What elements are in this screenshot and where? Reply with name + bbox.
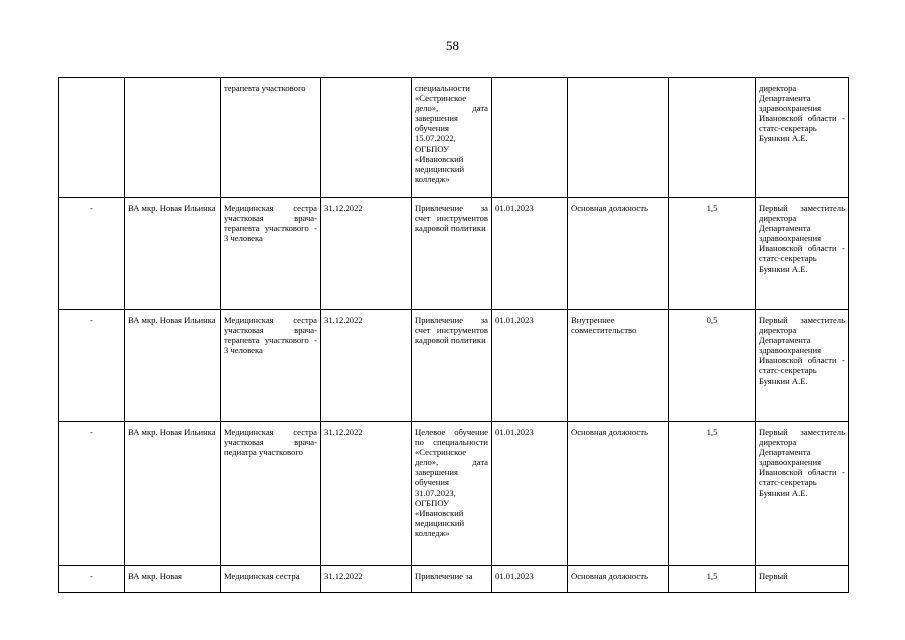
rate-text: 0,5 (706, 315, 718, 325)
cell-employment-type (568, 422, 669, 566)
start-date-text: 01.01.2023 (495, 203, 534, 213)
cell-unit-name (125, 310, 221, 422)
responsible-text: директора Департамента здравоохранения Ивановской области - статс-секретарь Буянкин А.Е. (759, 83, 845, 144)
cell-deadline (321, 310, 412, 422)
responsible-text: Первый заместитель директора Департамента здравоохранения Ивановской области - статс-секретарь Буянкин А.Е. (759, 203, 845, 274)
cell-start-date (492, 198, 568, 310)
cell-employment-type (568, 78, 669, 198)
source-text: Целевое обучение по специальности «Сестринское дело», дата завершения обучения 31.07.2023, ОГБПОУ «Ивановский медицинский колледж» (415, 427, 488, 538)
position-text: терапевта участкового (224, 83, 306, 93)
deadline-text: 31.12.2022 (324, 203, 363, 213)
cell-row-marker (59, 310, 125, 422)
cell-start-date (492, 422, 568, 566)
cell-responsible (756, 78, 849, 198)
table-row (59, 78, 849, 198)
cell-rate (669, 422, 756, 566)
cell-row-marker (59, 422, 125, 566)
deadline-text: 31.12.2022 (324, 315, 363, 325)
source-text: специальности «Сестринское дело», дата завершения обучения 15.07.2022, ОГБПОУ «Ивановский медицинский колледж» (415, 83, 488, 184)
source-text: Привлечение за счет инструментов кадровой политики (415, 203, 488, 234)
cell-rate (669, 198, 756, 310)
position-text: Медицинская сестра участковая врача-педиатра участкового (224, 427, 317, 458)
rate-text: 1,5 (706, 571, 718, 581)
employment-type-text: Основная должность (571, 571, 648, 581)
cell-row-marker (59, 566, 125, 593)
cell-source (412, 566, 492, 593)
unit-name-text: ВА мкр. Новая (128, 571, 182, 581)
cell-responsible (756, 310, 849, 422)
start-date-text: 01.01.2023 (495, 315, 534, 325)
responsible-text: Первый заместитель директора Департамента здравоохранения Ивановской области - статс-секретарь Буянкин А.Е. (759, 315, 845, 386)
deadline-text: 31.12.2022 (324, 427, 363, 437)
cell-source (412, 422, 492, 566)
cell-deadline (321, 422, 412, 566)
source-text: Привлечение за (415, 571, 473, 581)
cell-employment-type (568, 310, 669, 422)
cell-unit-name (125, 422, 221, 566)
rate-text: 1,5 (706, 203, 718, 213)
cell-source (412, 310, 492, 422)
employment-type-text: Основная должность (571, 427, 648, 437)
position-text: Медицинская сестра участковая врача-терапевта участкового - 3 человека (224, 203, 317, 244)
start-date-text: 01.01.2023 (495, 427, 534, 437)
table-row (59, 310, 849, 422)
deadline-text: 31.12.2022 (324, 571, 363, 581)
cell-position (221, 422, 321, 566)
position-text: Медицинская сестра (224, 571, 300, 581)
cell-start-date (492, 310, 568, 422)
employment-type-text: Внутреннее совместительство (571, 315, 637, 336)
cell-deadline (321, 566, 412, 593)
table-row (59, 422, 849, 566)
row-marker-text: - (90, 427, 93, 437)
cell-employment-type (568, 198, 669, 310)
cell-responsible (756, 566, 849, 593)
cell-deadline (321, 198, 412, 310)
cell-start-date (492, 566, 568, 593)
cell-position (221, 78, 321, 198)
staffing-table (58, 77, 849, 593)
table-row (59, 198, 849, 310)
cell-responsible (756, 422, 849, 566)
cell-position (221, 198, 321, 310)
responsible-text: Первый (759, 571, 788, 581)
cell-unit-name (125, 198, 221, 310)
unit-name-text: ВА мкр. Новая Ильинка (128, 427, 216, 437)
start-date-text: 01.01.2023 (495, 571, 534, 581)
cell-deadline (321, 78, 412, 198)
cell-position (221, 566, 321, 593)
table-body (59, 78, 849, 593)
cell-row-marker (59, 198, 125, 310)
cell-source (412, 198, 492, 310)
employment-type-text: Основная должность (571, 203, 648, 213)
cell-unit-name (125, 78, 221, 198)
row-marker-text: - (90, 315, 93, 325)
unit-name-text: ВА мкр. Новая Ильинка (128, 203, 216, 213)
source-text: Привлечение за счет инструментов кадровой политики (415, 315, 488, 346)
table-row (59, 566, 849, 593)
rate-text: 1,5 (706, 427, 718, 437)
page-number: 58 (446, 38, 459, 53)
cell-position (221, 310, 321, 422)
position-text: Медицинская сестра участковая врача-терапевта участкового - 3 человека (224, 315, 317, 356)
cell-rate (669, 310, 756, 422)
row-marker-text: - (90, 203, 93, 213)
cell-unit-name (125, 566, 221, 593)
cell-responsible (756, 198, 849, 310)
cell-rate (669, 78, 756, 198)
cell-rate (669, 566, 756, 593)
cell-row-marker (59, 78, 125, 198)
cell-employment-type (568, 566, 669, 593)
row-marker-text: - (90, 571, 93, 581)
responsible-text: Первый заместитель директора Департамента здравоохранения Ивановской области - статс-секретарь Буянкин А.Е. (759, 427, 845, 498)
unit-name-text: ВА мкр. Новая Ильинка (128, 315, 216, 325)
cell-source (412, 78, 492, 198)
cell-start-date (492, 78, 568, 198)
